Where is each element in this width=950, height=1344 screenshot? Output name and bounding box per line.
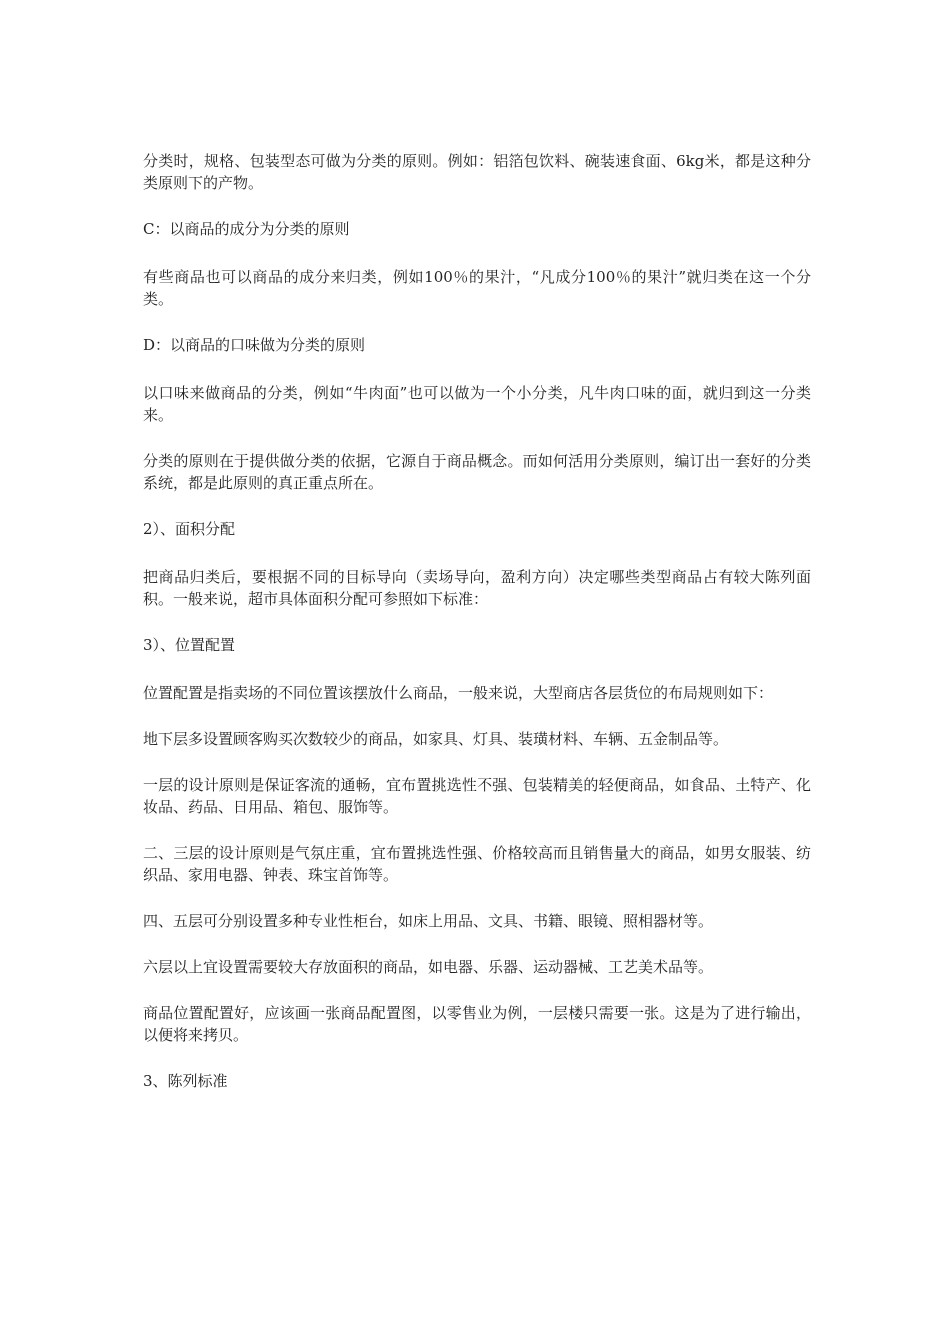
paragraph-position-map: 商品位置配置好，应该画一张商品配置图，以零售业为例，一层楼只需要一张。这是为了进行输出，以便将来拷贝。 (143, 1004, 811, 1044)
heading-area-allocation: 2）、面积分配 (143, 520, 236, 538)
heading-flavor-principle: D：以商品的口味做为分类的原则 (143, 336, 366, 354)
paragraph-classification-summary: 分类的原则在于提供做分类的依据，它源自于商品概念。而如何活用分类原则，编订出一套好的分类系统，都是此原则的真正重点所在。 (143, 452, 811, 492)
document-body (143, 150, 811, 1118)
paragraph-second-third-floor: 二、三层的设计原则是气氛庄重，宜布置挑选性强、价格较高而且销售量大的商品，如男女服装、纺织品、家用电器、钟表、珠宝首饰等。 (143, 844, 811, 884)
heading-position-config: 3）、位置配置 (143, 636, 236, 654)
paragraph-packaging-principle: 分类时，规格、包装型态可做为分类的原则。例如：铝箔包饮料、碗装速食面、6kg米，都是这种分类原则下的产物。 (143, 152, 811, 192)
paragraph-sixth-floor-up: 六层以上宜设置需要较大存放面积的商品，如电器、乐器、运动器械、工艺美术品等。 (143, 958, 714, 976)
paragraph-basement-floor: 地下层多设置顾客购买次数较少的商品，如家具、灯具、装璜材料、车辆、五金制品等。 (143, 730, 729, 748)
heading-ingredient-principle: C：以商品的成分为分类的原则 (143, 220, 350, 238)
paragraph-first-floor: 一层的设计原则是保证客流的通畅，宜布置挑选性不强、包装精美的轻便商品，如食品、土特产、化妆品、药品、日用品、箱包、服饰等。 (143, 776, 811, 816)
heading-display-standard: 3、陈列标准 (143, 1072, 228, 1090)
paragraph-area-allocation: 把商品归类后，要根据不同的目标导向（卖场导向，盈利方向）决定哪些类型商品占有较大陈列面积。一般来说，超市具体面积分配可参照如下标准： (143, 568, 811, 608)
paragraph-position-config: 位置配置是指卖场的不同位置该摆放什么商品，一般来说，大型商店各层货位的布局规则如下： (143, 684, 774, 702)
paragraph-fourth-fifth-floor: 四、五层可分别设置多种专业性柜台，如床上用品、文具、书籍、眼镜、照相器材等。 (143, 912, 714, 930)
paragraph-ingredient-example: 有些商品也可以商品的成分来归类，例如100％的果汁，“凡成分100％的果汁”就归类在这一个分类。 (143, 268, 811, 308)
paragraph-flavor-example: 以口味来做商品的分类，例如“牛肉面”也可以做为一个小分类，凡牛肉口味的面，就归到这一分类来。 (143, 384, 811, 424)
